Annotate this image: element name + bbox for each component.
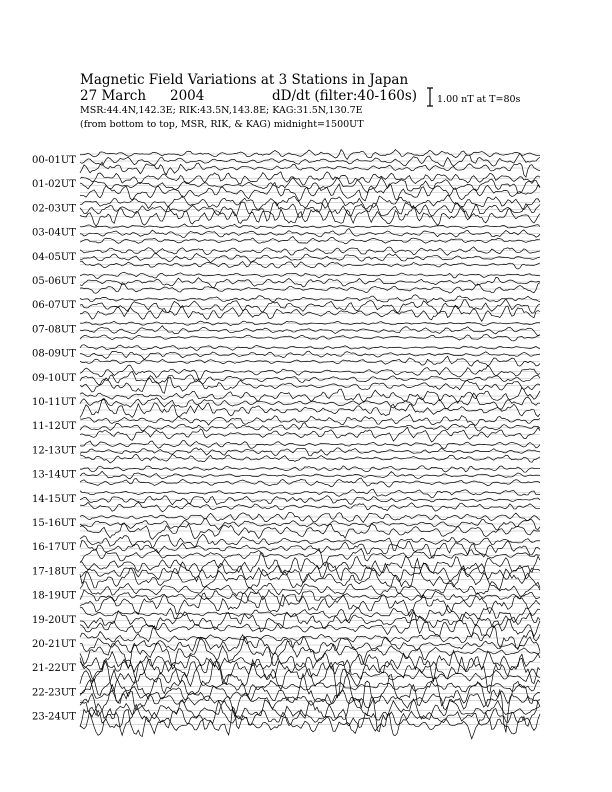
date-year: 2004 — [170, 88, 205, 104]
trace-kag — [80, 295, 540, 303]
hour-label: 03-04UT — [32, 227, 76, 239]
station-coordinates: MSR:44.4N,142.3E; RIK:43.5N,143.8E; KAG:31.5N,130.7E — [80, 105, 363, 116]
hour-label: 14-15UT — [32, 493, 76, 505]
hour-label: 18-19UT — [32, 590, 76, 602]
trace-msr — [80, 398, 540, 417]
trace-msr — [80, 684, 540, 732]
baselines — [80, 154, 540, 725]
trace-kag — [80, 512, 540, 522]
trace-kag — [80, 581, 540, 597]
hour-label: 16-17UT — [32, 542, 76, 554]
hour-label: 04-05UT — [32, 251, 76, 263]
hour-label: 07-08UT — [32, 324, 76, 336]
trace-kag — [80, 466, 540, 473]
trace-msr — [80, 549, 540, 566]
trace-rik — [80, 326, 540, 336]
trace-kag — [80, 650, 540, 681]
station-order-note: (from bottom to top, MSR, RIK, & KAG) midnight=1500UT — [80, 119, 364, 130]
hour-label: 17-18UT — [32, 566, 76, 578]
hour-label: 12-13UT — [32, 445, 76, 457]
hour-label: 09-10UT — [32, 372, 76, 384]
hour-label: 13-14UT — [32, 469, 76, 481]
trace-msr — [80, 162, 540, 177]
trace-msr — [80, 283, 540, 294]
hour-label: 02-03UT — [32, 203, 76, 215]
trace-rik — [80, 448, 540, 456]
hour-label: 19-20UT — [32, 614, 76, 626]
hour-label: 23-24UT — [32, 711, 76, 723]
component-filter: dD/dt (filter:40-160s) — [272, 88, 418, 104]
hour-labels — [32, 155, 76, 723]
trace-msr — [80, 236, 540, 243]
trace-rik — [80, 471, 540, 479]
trace-rik — [80, 229, 540, 238]
hour-label: 20-21UT — [32, 639, 76, 650]
trace-msr — [80, 261, 540, 269]
trace-msr — [80, 206, 540, 227]
trace-kag — [80, 365, 540, 379]
trace-msr — [80, 356, 540, 366]
trace-kag — [80, 272, 540, 278]
trace-kag — [80, 626, 540, 650]
trace-kag — [80, 224, 540, 229]
hour-label: 05-06UT — [32, 276, 76, 287]
trace-rik — [80, 351, 540, 360]
hour-label: 21-22UT — [32, 663, 76, 675]
trace-rik — [80, 393, 540, 409]
chart-title: Magnetic Field Variations at 3 Stations in Japan — [80, 72, 409, 88]
hour-label: 11-12UT — [32, 421, 76, 433]
hour-label: 10-11UT — [32, 397, 76, 408]
trace-rik — [80, 562, 540, 584]
scale-bar — [427, 88, 433, 106]
hour-label: 01-02UT — [32, 179, 76, 191]
hour-label: 00-01UT — [32, 155, 76, 166]
hour-label: 06-07UT — [32, 300, 76, 312]
scale-bar-label: 1.00 nT at T=80s — [437, 94, 521, 105]
trace-msr — [80, 427, 540, 442]
trace-rik — [80, 253, 540, 262]
hour-label: 08-09UT — [32, 348, 76, 360]
date-day-month: 27 March — [80, 88, 147, 104]
trace-msr — [80, 335, 540, 341]
hour-label: 15-16UT — [32, 518, 76, 529]
trace-rik — [80, 277, 540, 287]
trace-rik — [80, 496, 540, 505]
trace-kag — [80, 387, 540, 403]
hour-label: 22-23UT — [32, 687, 76, 699]
trace-msr — [80, 306, 540, 322]
trace-msr — [80, 637, 540, 669]
